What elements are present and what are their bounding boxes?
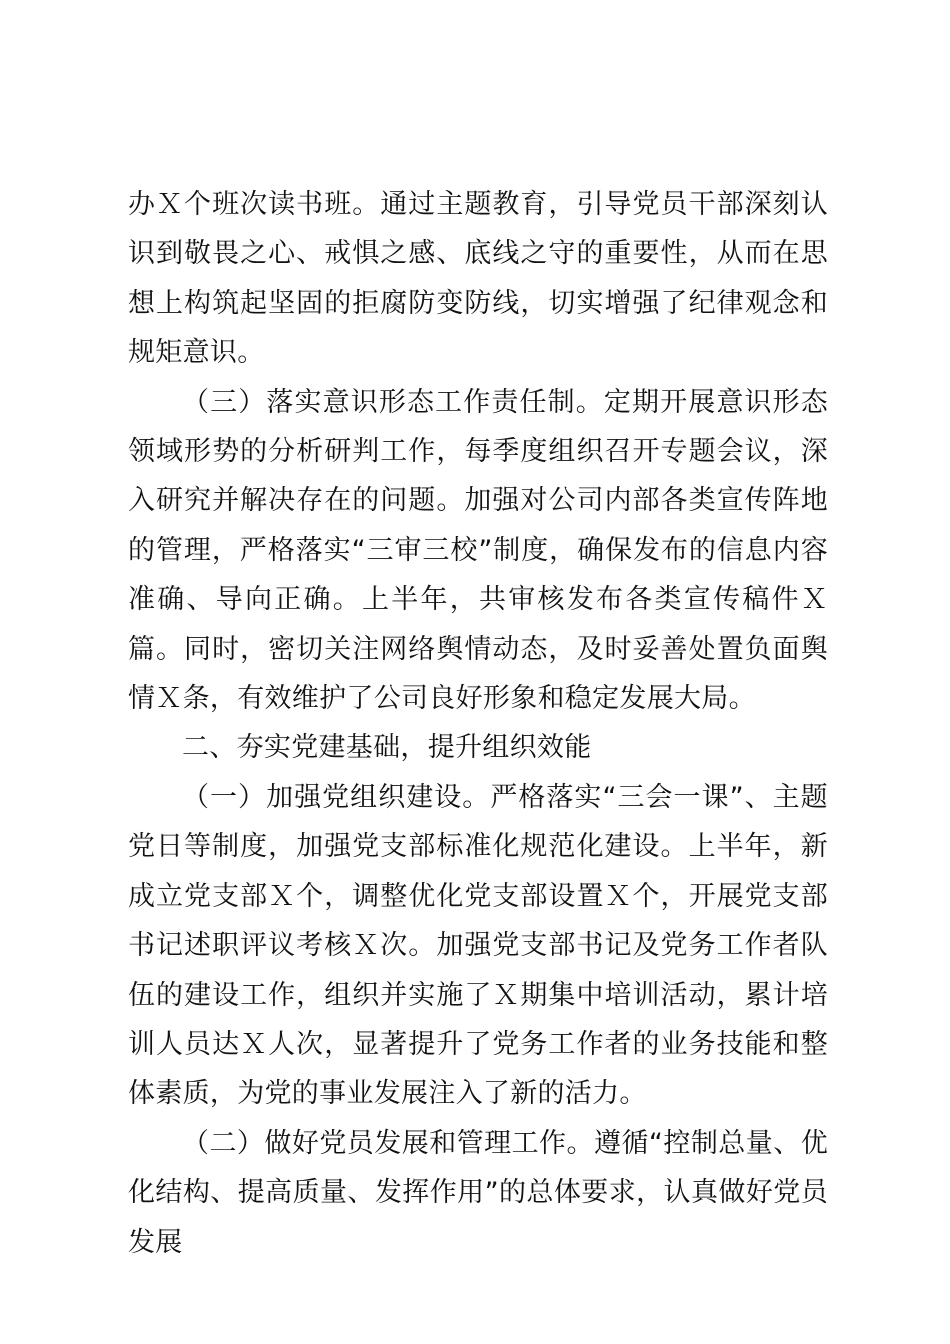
paragraph-member-development: （二）做好党员发展和管理工作。遵循“控制总量、优化结构、提高质量、发挥作用”的总体要求，认真做好党员发展	[128, 1127, 828, 1258]
document-body	[128, 180, 828, 1267]
paragraph-continuation: 办Ｘ个班次读书班。通过主题教育，引导党员干部深刻认识到敬畏之心、戒惧之感、底线之守的重要性，从而在思想上构筑起坚固的拒腐防变防线，切实增强了纪律观念和规矩意识。	[128, 189, 828, 369]
section-heading-2: 二、夯实党建基础，提升组织效能	[182, 732, 592, 764]
paragraph-ideology-responsibility: （三）落实意识形态工作责任制。定期开展意识形态领域形势的分析研判工作，每季度组织召开专题会议，深入研究并解决存在的问题。加强对公司内部各类宣传阵地的管理，严格落实“三审三校”制度，确保发布的信息内容准确、导向正确。上半年，共审核发布各类宣传稿件Ｘ篇。同时，密切关注网络舆情动态，及时妥善处置负面舆情Ｘ条，有效维护了公司良好形象和稳定发展大局。	[128, 386, 828, 715]
paragraph-party-organization-building: （一）加强党组织建设。严格落实“三会一课”、主题党日等制度，加强党支部标准化规范化建设。上半年，新成立党支部Ｘ个，调整优化党支部设置Ｘ个，开展党支部书记述职评议考核Ｘ次。加强党支部书记及党务工作者队伍的建设工作，组织并实施了Ｘ期集中培训活动，累计培训人员达Ｘ人次，显著提升了党务工作者的业务技能和整体素质，为党的事业发展注入了新的活力。	[128, 781, 828, 1110]
